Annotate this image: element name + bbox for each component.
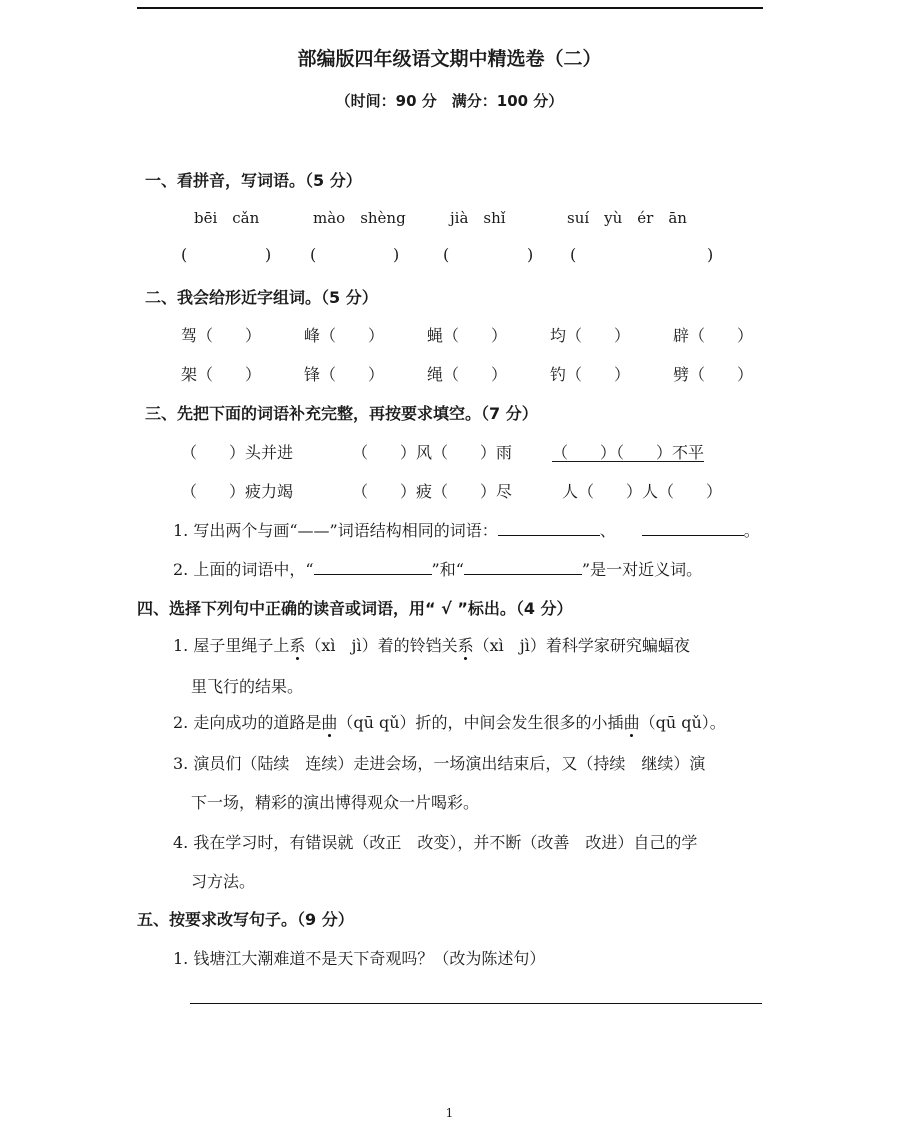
section-2-heading: 二、我会给形近字组词。（5 分） xyxy=(145,288,378,307)
pinyin-4: suí yù ér ān xyxy=(567,209,687,227)
section-3-heading: 三、先把下面的词语补充完整，再按要求填空。（7 分） xyxy=(145,404,538,423)
word-item[interactable]: 绳（ ） xyxy=(427,365,508,384)
idiom-item[interactable]: （ ）头并进 xyxy=(181,443,294,462)
answer-paren-close: ) xyxy=(393,245,400,264)
idiom-item-underlined[interactable]: （ ）（ ）不平 xyxy=(552,443,705,462)
section-5-question-1: 1. 钱塘江大潮难道不是天下奇观吗？（改为陈述句） xyxy=(173,949,546,968)
word-item[interactable]: 驾（ ） xyxy=(181,326,262,345)
idiom-item[interactable]: （ ）风（ ）雨 xyxy=(352,443,513,462)
idiom-item[interactable]: （ ）疲力竭 xyxy=(181,482,294,501)
page-title: 部编版四年级语文期中精选卷（二） xyxy=(297,48,602,70)
answer-paren-close: ) xyxy=(265,245,272,264)
section-4-question-3-cont: 下一场，精彩的演出博得观众一片喝彩。 xyxy=(191,793,480,812)
section-1-heading: 一、看拼音，写词语。（5 分） xyxy=(145,171,362,190)
answer-paren-close: ) xyxy=(527,245,534,264)
section-3-question-1: 1. 写出两个与画“——”词语结构相同的词语： 、 。 xyxy=(173,521,760,540)
section-3-question-2: 2. 上面的词语中，“ ”和“ ”是一对近义词。 xyxy=(173,560,703,579)
answer-paren-close: ) xyxy=(707,245,714,264)
section-4-question-1-cont: 里飞行的结果。 xyxy=(191,677,304,696)
word-item[interactable]: 锋（ ） xyxy=(304,365,385,384)
answer-blank[interactable] xyxy=(314,573,432,575)
word-item[interactable]: 蝇（ ） xyxy=(427,326,508,345)
exam-info: （时间：90 分 满分：100 分） xyxy=(335,92,564,110)
page-number: 1 xyxy=(445,1106,454,1120)
idiom-item[interactable]: 人（ ）人（ ） xyxy=(562,482,723,501)
idiom-item[interactable]: （ ）疲（ ）尽 xyxy=(352,482,513,501)
pinyin-2: mào shèng xyxy=(313,209,406,227)
top-rule xyxy=(137,7,763,9)
section-4-heading: 四、选择下列句中正确的读音或词语，用“ √ ”标出。（4 分） xyxy=(137,599,573,618)
answer-paren-open[interactable]: ( xyxy=(443,245,450,264)
word-item[interactable]: 峰（ ） xyxy=(304,326,385,345)
section-4-question-1: 1. 屋子里绳子上系（xì jì）着的铃铛关系（xì jì）着科学家研究蝙蝠夜 xyxy=(173,636,690,655)
section-4-question-3[interactable]: 3. 演员们（陆续 连续）走进会场，一场演出结束后，又（持续 继续）演 xyxy=(173,754,706,773)
pinyin-3: jià shǐ xyxy=(450,209,506,227)
word-item[interactable]: 均（ ） xyxy=(550,326,631,345)
answer-blank[interactable] xyxy=(464,573,582,575)
answer-paren-open[interactable]: ( xyxy=(570,245,577,264)
word-item[interactable]: 劈（ ） xyxy=(673,365,754,384)
answer-paren-open[interactable]: ( xyxy=(181,245,188,264)
section-4-question-4[interactable]: 4. 我在学习时，有错误就（改正 改变），并不断（改善 改进）自己的学 xyxy=(173,833,698,852)
word-item[interactable]: 钓（ ） xyxy=(550,365,631,384)
section-4-question-4-cont: 习方法。 xyxy=(191,872,256,891)
answer-line[interactable] xyxy=(190,1003,762,1004)
pinyin-1: bēi cǎn xyxy=(194,209,260,227)
section-5-heading: 五、按要求改写句子。（9 分） xyxy=(137,910,354,929)
answer-paren-open[interactable]: ( xyxy=(310,245,317,264)
answer-blank[interactable] xyxy=(642,534,744,536)
answer-blank[interactable] xyxy=(498,534,600,536)
word-item[interactable]: 辟（ ） xyxy=(673,326,754,345)
word-item[interactable]: 架（ ） xyxy=(181,365,262,384)
section-4-question-2: 2. 走向成功的道路是曲（qū qǔ）折的，中间会发生很多的小插曲（qū qǔ）。 xyxy=(173,713,726,732)
